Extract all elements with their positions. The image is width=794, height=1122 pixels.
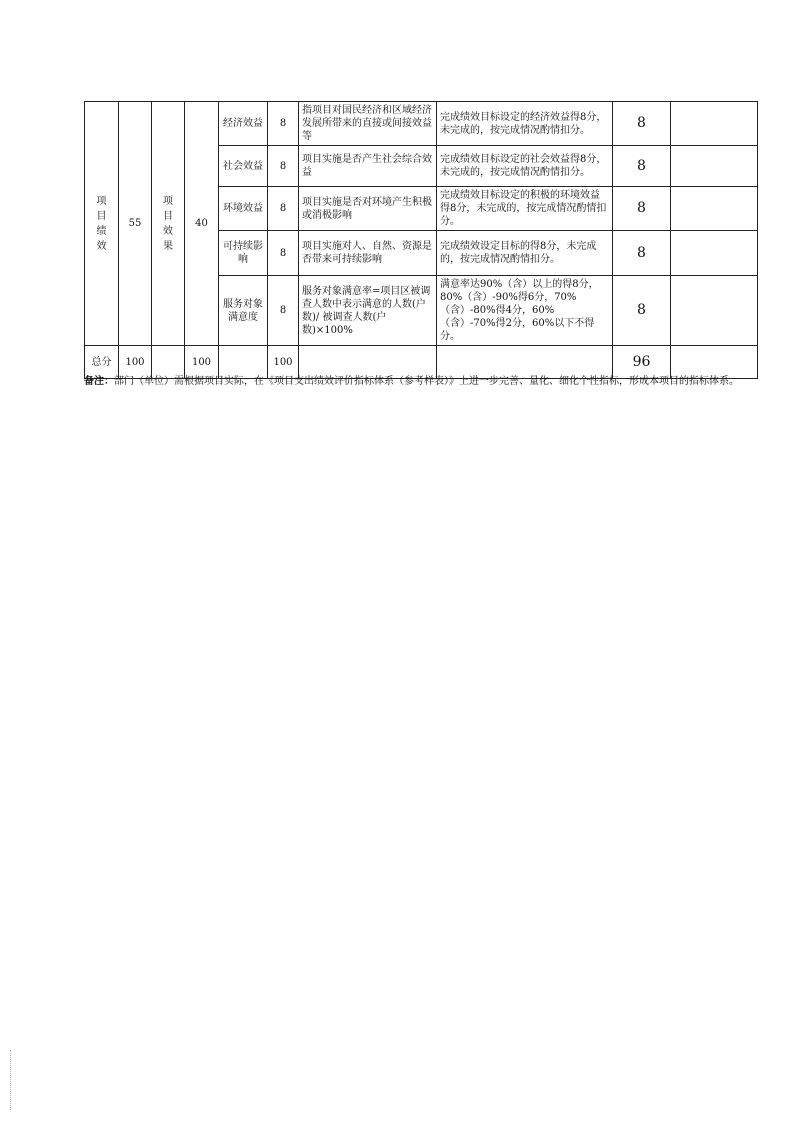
indicator-score: 8 (613, 102, 671, 146)
indicator-description: 指项目对国民经济和区域经济发展所带来的直接或间接效益等 (299, 102, 437, 146)
indicator-name: 环境效益 (219, 187, 268, 231)
indicator-description: 项目实施对人、自然、资源是否带来可持续影响 (299, 231, 437, 276)
indicator-criteria: 满意率达90%（含）以上的得8分，80%（含）-90%得6分，70%（含）-80%得4分，60%（含）-70%得2分，60%以下不得分。 (437, 276, 613, 346)
footnote-label: 备注： (84, 376, 114, 387)
footnote-text: 部门（单位）需根据项目实际，在《项目支出绩效评价指标体系（参考样表）》上进一步完善、量化、细化个性指标，形成本项目的指标体系。 (114, 376, 739, 387)
total-label: 总分 (85, 346, 119, 379)
indicator-criteria: 完成绩效目标设定的社会效益得8分，未完成的，按完成情况酌情扣分。 (437, 146, 613, 187)
indicator-name: 社会效益 (219, 146, 268, 187)
indicator-weight: 8 (268, 146, 299, 187)
indicator-weight: 8 (268, 187, 299, 231)
indicator-name: 经济效益 (219, 102, 268, 146)
indicator-weight: 8 (268, 276, 299, 346)
indicator-weight: 8 (268, 231, 299, 276)
category-cell: 项目绩效 (85, 102, 119, 346)
indicator-remark (671, 102, 758, 146)
footnote (84, 374, 757, 390)
table-row (85, 102, 758, 146)
category-score-cell: 55 (119, 102, 152, 346)
indicator-remark (671, 187, 758, 231)
total-score: 96 (613, 346, 671, 379)
indicator-criteria: 完成绩效目标设定的经济效益得8分，未完成的，按完成情况酌情扣分。 (437, 102, 613, 146)
indicator-remark (671, 231, 758, 276)
indicator-weight: 8 (268, 102, 299, 146)
total-category-score: 100 (119, 346, 152, 379)
performance-table (84, 101, 758, 379)
indicator-name: 可持续影响 (219, 231, 268, 276)
indicator-score: 8 (613, 231, 671, 276)
indicator-remark (671, 146, 758, 187)
total-subcategory-score: 100 (185, 346, 219, 379)
indicator-score: 8 (613, 276, 671, 346)
indicator-criteria: 完成绩效设定目标的得8分，未完成的，按完成情况酌情扣分。 (437, 231, 613, 276)
indicator-score: 8 (613, 187, 671, 231)
indicator-description: 服务对象满意率=项目区被调查人数中表示满意的人数(户数)/ 被调查人数(户数)×100% (299, 276, 437, 346)
indicator-criteria: 完成绩效目标设定的积极的环境效益得8分，未完成的，按完成情况酌情扣分。 (437, 187, 613, 231)
subcategory-score-cell: 40 (185, 102, 219, 346)
indicator-remark (671, 276, 758, 346)
indicator-score: 8 (613, 146, 671, 187)
indicator-description: 项目实施是否对环境产生积极或消极影响 (299, 187, 437, 231)
indicator-name: 服务对象满意度 (219, 276, 268, 346)
indicator-description: 项目实施是否产生社会综合效益 (299, 146, 437, 187)
total-weight: 100 (268, 346, 299, 379)
scan-edge-mark (10, 1050, 13, 1110)
subcategory-cell: 项目效果 (152, 102, 185, 346)
